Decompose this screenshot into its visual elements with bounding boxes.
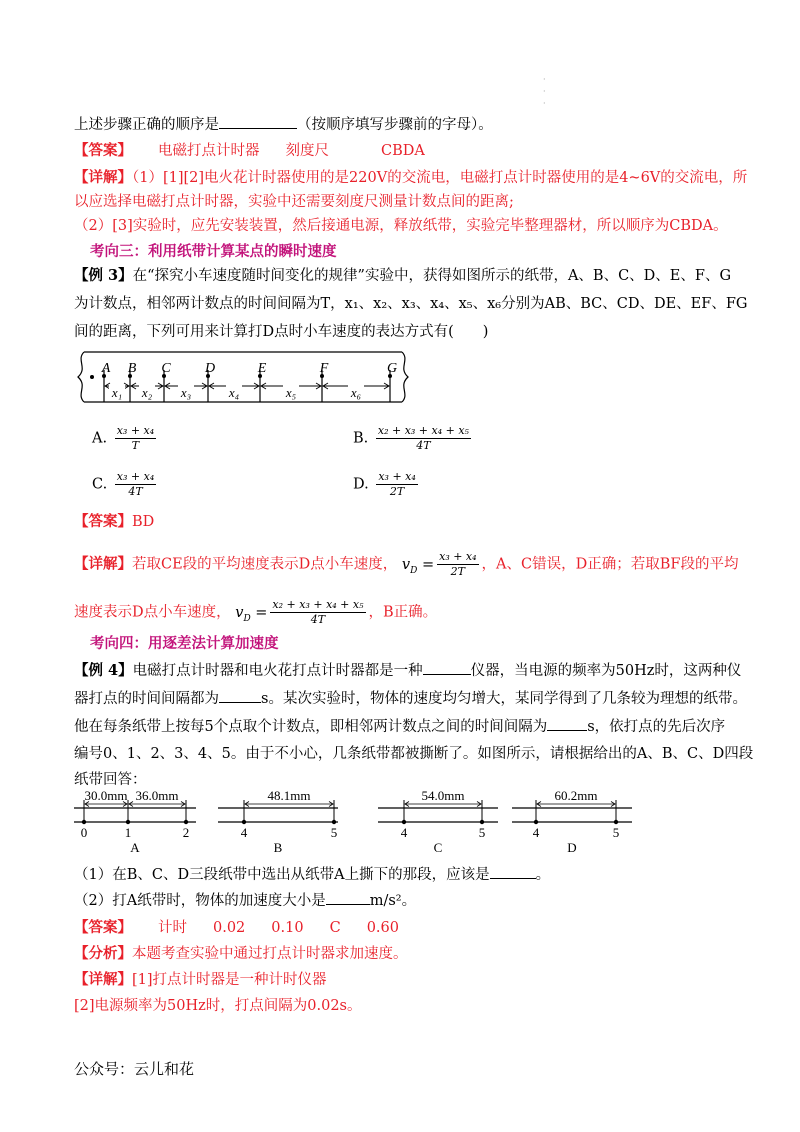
velocity-sub: D [410,565,418,576]
question-2-end: 。 [401,893,417,909]
order-blank [219,114,297,129]
tape-B-dist-0: 48.1mm [267,790,311,803]
ex4-answer-tag: 【答案】 [74,919,132,936]
section-4-title: 考向四：用逐差法计算加速度 [90,635,279,652]
example-3-text-1: 在“探究小车速度随时间变化的规律”实验中，获得如图所示的纸带，A、B、C、D、E、F、G [132,268,732,284]
tape-A-mark-1: 1 [124,825,132,840]
option-c-fraction [115,470,156,499]
detail-text-3: （2）[3]实验时，应先安装装置，然后接通电源，释放纸带，实验完毕整理器材，所以顺序为CBDA。 [74,218,728,234]
blank-q2[interactable] [326,890,370,905]
answer-3: CBDA [381,143,425,159]
prev-detail-2 [74,192,514,212]
order-question [74,114,493,135]
tape-B-mark-1: 5 [330,825,338,840]
tape-D-name: D [567,840,577,854]
question-2-unit: m/s² [369,893,402,909]
ex3-detail-2: 速度表示D点小车速度， $v_D$ = $\frac{\text{x₂ + x₃ + x₄ + x₅}}{4T}$ ，B正确。 [74,598,438,626]
tape-C-dot-0 [402,820,406,824]
section-3-title: 考向三：利用纸带计算某点的瞬时速度 [90,243,337,260]
tape-diagrams-ex4 [74,790,644,854]
velocity-symbol-2: v [235,604,244,621]
blank-count-interval[interactable] [547,716,587,731]
tape-start-dot [90,375,94,379]
prev-detail-1 [74,168,747,188]
option-d-fraction [376,470,417,499]
ex3-answer [74,512,154,532]
question-2 [74,890,416,911]
question-1-text: （1）在B、C、D三段纸带中选出从纸带A上撕下的那段，应该是 [74,867,490,883]
example-4-text-3b: s，依打点的先后次序 [587,719,726,735]
tape-D-mark-1: 5 [612,825,620,840]
footer-credit: 公众号：云儿和花 [74,1060,195,1078]
tape-C-dot-1 [480,820,484,824]
tape-right-tear [402,352,408,402]
answer-1: 电磁打点计时器 [158,143,260,159]
answer-2: 刻度尺 [285,143,329,159]
ex3-detail-fraction-2 [270,598,365,627]
ex3-detail2-den: 4T [310,613,326,626]
option-d-label: D. [353,476,369,493]
ex3-detail-1: 【详解】若取CE段的平均速度表示D点小车速度， $v_D$ = $\frac{\text{x₃ + x₄}}{2T}$ ，A、C错误，D正确；若取BF段的平均 [74,550,739,578]
option-b[interactable] [353,424,474,453]
blank-instrument[interactable] [423,660,471,675]
point-label-D: D [204,361,216,376]
ex3-detail-fraction [437,550,478,579]
tape-A-mark-2: 2 [182,825,190,840]
ex4-answer-3: 0.10 [271,920,304,936]
detail-tag: 【详解】 [74,169,132,186]
ex3-detail2-num: x₂ + x₃ + x₄ + x₅ [272,598,364,611]
tape-diagram-ex3 [74,350,414,408]
velocity-symbol: v [401,556,411,573]
point-label-G: G [386,361,398,376]
ex4-answer-4: C [329,920,341,936]
ex4-analysis-text: 本题考查实验中通过打点计时器求加速度。 [132,946,408,962]
tape-A-dot-1 [126,820,130,824]
ex3-detail-d: ，B正确。 [368,604,438,621]
tape-C-dist-0: 54.0mm [421,790,465,803]
example-4-text-1a: 电磁打点计时器和电火花打点计时器都是一种 [132,663,423,679]
ex4-detail-1 [74,970,327,990]
option-a-label: A. [92,430,108,447]
point-label-E: E [257,361,267,376]
option-c-label: C. [92,476,108,493]
option-b-num: x₂ + x₃ + x₄ + x₅ [377,424,469,437]
prev-answer [74,141,425,161]
example-4-line-3 [74,716,725,737]
seg-label-5: x₅ [285,385,297,400]
option-a-num: x₃ + x₄ [116,424,155,437]
tape-A-dot-2 [184,820,188,824]
answer-tag: 【答案】 [74,142,132,159]
tape-C-name: C [433,840,443,854]
question-1-end: 。 [535,867,551,883]
example-4-line-2 [74,688,747,709]
tape-A-dist-0: 30.0mm [84,790,128,803]
example-3-line-2: 为计数点，相邻两计数点的时间间隔为T，x₁、x₂、x₃、x₄、x₅、x₆分别为AB、BC、CD、DE、EF、FG [74,296,748,312]
example-4-line-4: 编号0、1、2、3、4、5。由于不小心，几条纸带都被撕断了。如图所示，请根据给出的A、B、C、D四段 [74,746,754,762]
ex3-answer-value: BD [132,514,155,530]
ex4-answer-5: 0.60 [366,920,399,936]
point-label-B: B [127,361,137,376]
seg-label-3: x₃ [180,385,192,400]
option-a-fraction [115,424,156,453]
blank-interval[interactable] [219,688,261,703]
ex3-detail-tag: 【详解】 [74,555,132,573]
ex4-answer-2: 0.02 [213,920,246,936]
tape-A-dist-1: 36.0mm [135,790,179,803]
detail-text-2: 以应选择电磁打点计时器，实验中还需要刻度尺测量计数点间的距离; [74,194,514,210]
page-marks: · · · [543,75,546,108]
ex3-detail-a: 若取CE段的平均速度表示D点小车速度， [132,556,398,573]
option-b-den: 4T [416,439,431,452]
point-label-C: C [161,361,171,376]
option-c-den: 4T [128,485,143,498]
example-4-line-5: 纸带回答： [74,772,147,788]
prev-detail-3 [74,216,728,236]
tape-B-name: B [273,840,283,854]
option-b-fraction [376,424,471,453]
tape-D-dist-0: 60.2mm [554,790,598,803]
ex4-analysis-tag: 【分析】 [74,945,132,962]
tape-B-dot-1 [332,820,336,824]
example-4-text-3a: 他在每条纸带上按每5个点取个计数点，即相邻两计数点之间的时间间隔为 [74,719,548,735]
ex3-detail-num: x₃ + x₄ [439,550,477,563]
seg-label-1: x₁ [111,385,123,400]
ex3-detail-b: ，A、C错误，D正确；若取BF段的平均 [481,556,739,573]
ex4-detail-2: [2]电源频率为50Hz时，打点间隔为0.02s。 [74,998,362,1014]
velocity-sub-2: D [243,613,251,624]
option-d-den: 2T [389,485,405,498]
tape-A-name: A [130,840,140,854]
option-a-den: T [131,439,140,452]
example-3-line-3: 间的距离，下列可用来计算打D点时小车速度的表达方式有( ) [74,324,489,340]
order-hint: （按顺序填写步骤前的字母）。 [297,117,493,133]
example-4-text-1b: 仪器，当电源的频率为50Hz时，这两种仪 [470,663,742,679]
tape-C-mark-1: 5 [478,825,486,840]
blank-q1[interactable] [490,864,536,879]
example-4-text-2a: 器打点的时间间隔都为 [74,691,219,707]
tape-left-tear [78,352,84,402]
example-4-tag: 【例 4】 [74,662,133,679]
example-4-line-1 [74,660,741,681]
seg-label-6: x₆ [350,385,362,400]
ex4-answer [74,918,399,938]
question-1 [74,864,550,885]
point-label-A: A [101,361,111,376]
ex3-detail-c: 速度表示D点小车速度， [74,604,231,621]
order-text: 上述步骤正确的顺序是 [74,117,219,133]
option-c-num: x₃ + x₄ [116,470,155,483]
tape-A-mark-0: 0 [80,825,88,840]
option-d[interactable] [353,470,421,499]
option-c[interactable] [92,470,159,499]
ex3-detail-den: 2T [450,565,465,578]
ex4-answer-1: 计时 [158,920,187,936]
option-a[interactable] [92,424,159,453]
tape-A-dot-0 [82,820,86,824]
question-2-text: （2）打A纸带时，物体的加速度大小是 [74,893,326,909]
example-4-text-2b: s。某次实验时，物体的速度均匀增大，某同学得到了几条较为理想的纸带。 [261,691,747,707]
tape-D-mark-0: 4 [532,825,540,840]
tape-B-dot-0 [242,820,246,824]
tape-D-dot-1 [614,820,618,824]
detail-text-1: （1）[1][2]电火花计时器使用的是220V的交流电，电磁打点计时器使用的是4~6V的交流电，所 [132,170,748,186]
tape-D-dot-0 [534,820,538,824]
ex4-analysis [74,944,408,964]
ex4-detail-text-1: [1]打点计时器是一种计时仪器 [132,972,327,988]
seg-label-2: x₂ [141,385,153,400]
ex3-answer-tag: 【答案】 [74,513,132,530]
ex4-detail-tag: 【详解】 [74,971,132,988]
example-3-tag: 【例 3】 [74,267,133,284]
seg-label-4: x₄ [228,385,240,400]
tape-B-mark-0: 4 [240,825,248,840]
option-d-num: x₃ + x₄ [378,470,416,483]
point-label-F: F [319,361,329,376]
tape-C-mark-0: 4 [400,825,408,840]
option-b-label: B. [353,430,369,447]
example-3-line-1 [74,266,731,286]
